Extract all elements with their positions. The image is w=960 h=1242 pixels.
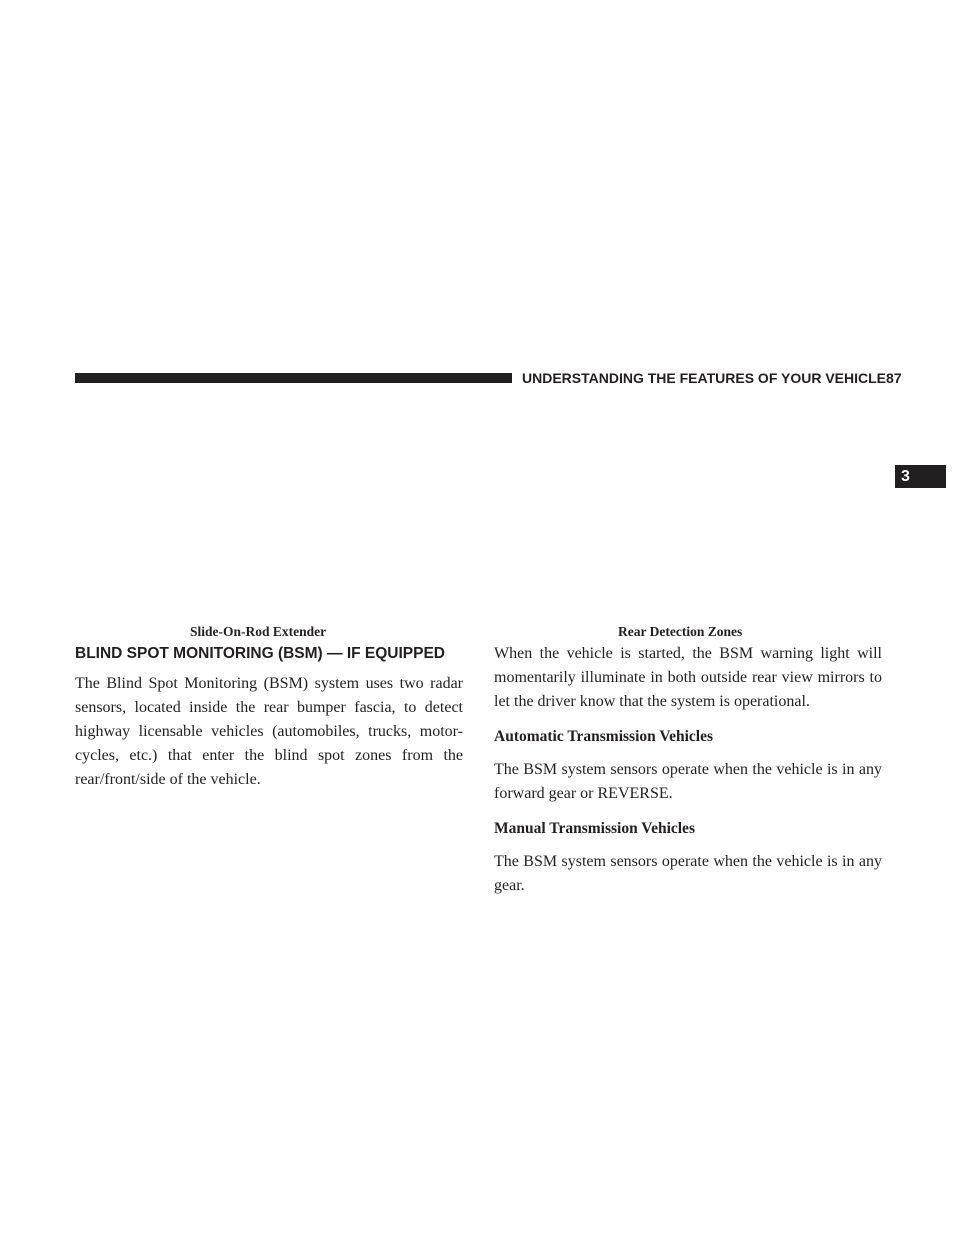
header-section-title: UNDERSTANDING THE FEATURES OF YOUR VEHICLE (522, 370, 887, 386)
automatic-transmission-text: The BSM system sensors operate when the vehicle is in any forward gear or REVERSE. (494, 761, 882, 802)
figure-caption-left: Slide-On-Rod Extender (190, 624, 327, 639)
figure-caption-right: Rear Detection Zones (618, 624, 743, 639)
right-column (494, 643, 882, 911)
bsm-startup-text: When the vehicle is started, the BSM warning light will momentarily illuminate in both outside rear view mirrors to let the driver know that the system is operational. (494, 645, 882, 710)
manual-transmission-heading: Manual Transmission Vehicles (494, 820, 695, 837)
manual-transmission-text: The BSM system sensors operate when the vehicle is in any gear. (494, 853, 882, 894)
left-column (75, 643, 463, 805)
page-number: 87 (886, 370, 902, 386)
section-heading: BLIND SPOT MONITORING (BSM) — IF EQUIPPED (75, 645, 446, 662)
header-rule (75, 373, 512, 383)
bsm-description: The Blind Spot Monitoring (BSM) system uses two radar sensors, located inside the rear bumper fascia, to detect highway licensable vehicles (automobiles, trucks, motor-cycles, etc.) that enter the blind spot zones from the rear/front/side of the vehicle. (75, 675, 463, 788)
chapter-tab: 3 (895, 465, 946, 488)
running-header (522, 369, 902, 387)
automatic-transmission-heading: Automatic Transmission Vehicles (494, 728, 714, 745)
